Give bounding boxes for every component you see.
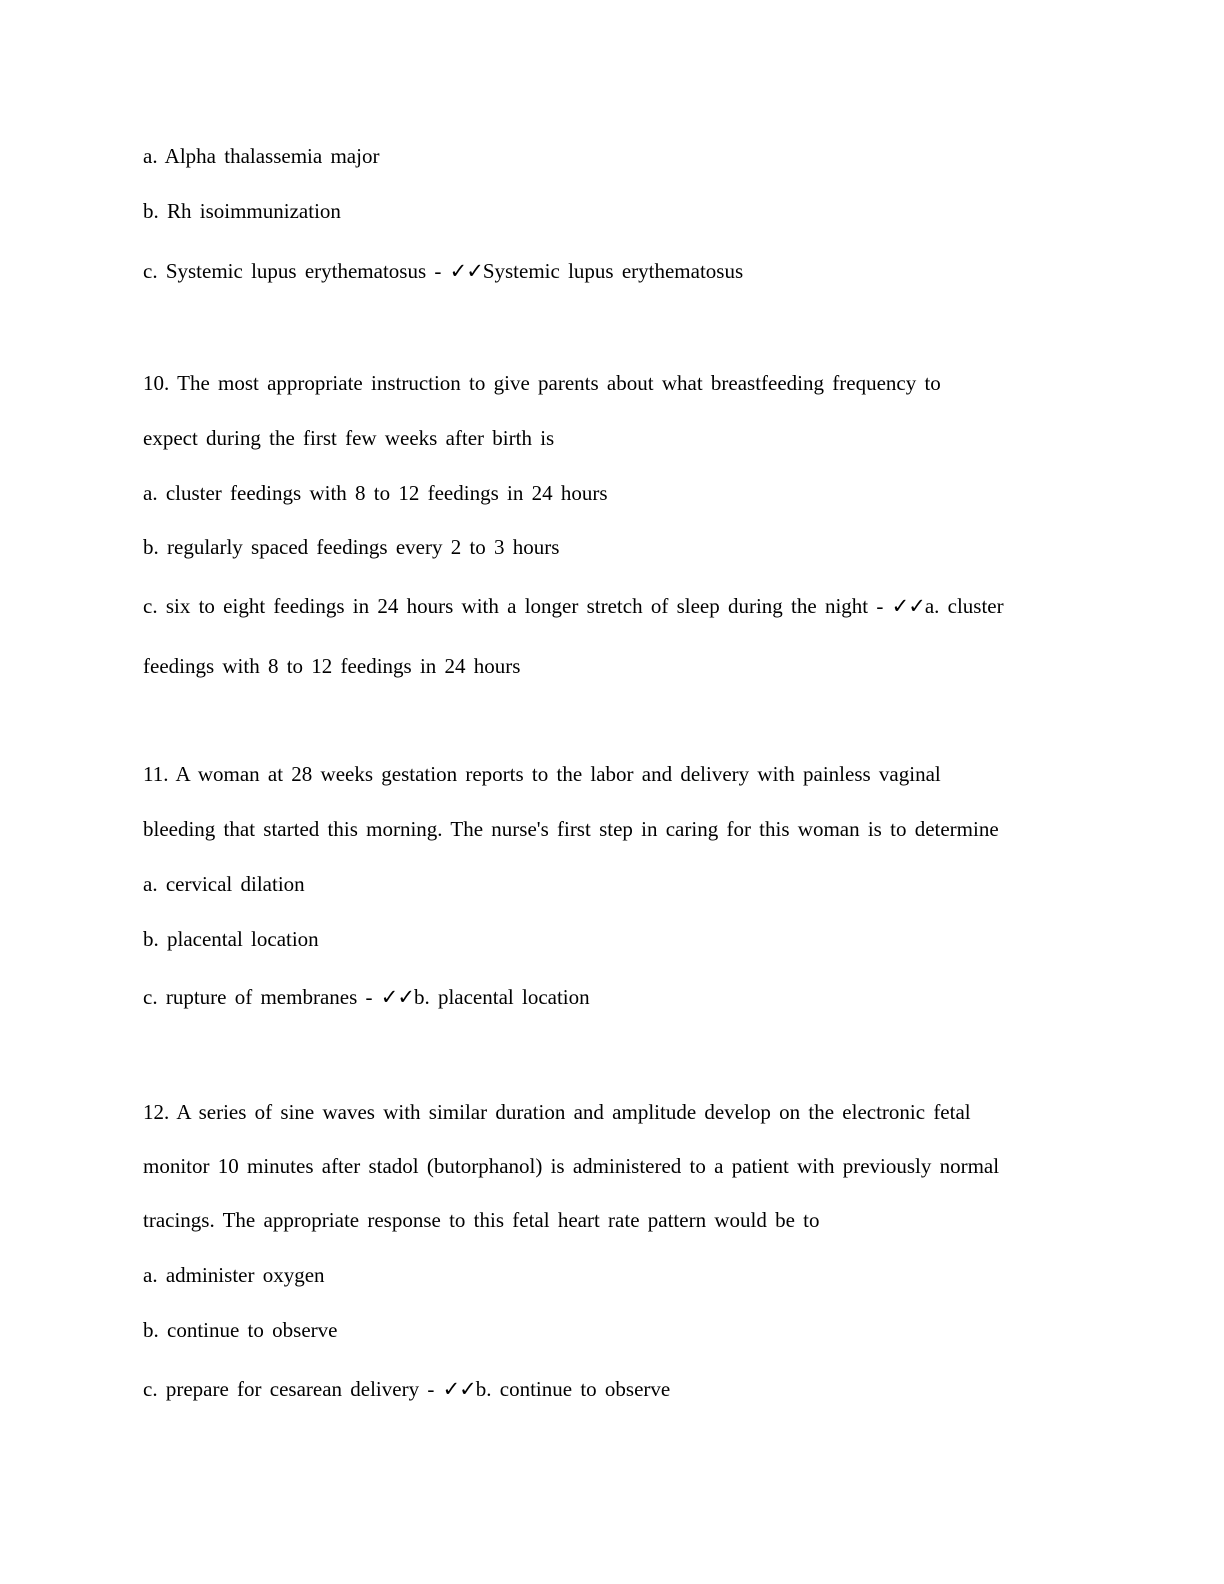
- double-check-icon: ✓✓: [449, 259, 483, 283]
- q9-option-c: [143, 258, 743, 284]
- q12-option-c: [143, 1376, 670, 1402]
- q10-question-line2: expect during the first few weeks after birth is: [143, 426, 555, 450]
- q9-option-a: a. Alpha thalassemia major: [143, 144, 380, 168]
- q12-answer: b. continue to observe: [475, 1377, 671, 1401]
- q11-option-c-text: c. rupture of membranes -: [143, 985, 373, 1009]
- q11-answer: b. placental location: [413, 985, 590, 1009]
- q11-option-b: b. placental location: [143, 927, 319, 951]
- q12-option-b: b. continue to observe: [143, 1318, 338, 1342]
- q10-option-a: a. cluster feedings with 8 to 12 feedings in 24 hours: [143, 481, 608, 505]
- q12-option-a: a. administer oxygen: [143, 1263, 325, 1287]
- q9-option-c-text: c. Systemic lupus erythematosus -: [143, 259, 442, 283]
- q11-option-a: a. cervical dilation: [143, 872, 305, 896]
- q12-question-line2: monitor 10 minutes after stadol (butorphanol) is administered to a patient with previously normal: [143, 1154, 1000, 1178]
- q9-answer: Systemic lupus erythematosus: [482, 259, 744, 283]
- double-check-icon: ✓✓: [442, 1377, 476, 1401]
- q10-option-c-text: c. six to eight feedings in 24 hours with a longer stretch of sleep during the night -: [143, 594, 884, 618]
- q9-option-b: b. Rh isoimmunization: [143, 199, 341, 223]
- q10-answer-line1: a. cluster: [924, 594, 1004, 618]
- q12-question-line3: tracings. The appropriate response to this fetal heart rate pattern would be to: [143, 1208, 820, 1232]
- q11-question-line2: bleeding that started this morning. The nurse's first step in caring for this woman is to determine: [143, 817, 999, 841]
- q10-answer-line2: feedings with 8 to 12 feedings in 24 hours: [143, 654, 521, 678]
- q10-option-c: [143, 593, 1004, 619]
- q11-option-c: [143, 984, 590, 1010]
- q10-option-b: b. regularly spaced feedings every 2 to 3 hours: [143, 535, 560, 559]
- q12-option-c-text: c. prepare for cesarean delivery -: [143, 1377, 435, 1401]
- q10-question-line1: 10. The most appropriate instruction to give parents about what breastfeeding frequency to: [143, 371, 941, 395]
- q11-question-line1: 11. A woman at 28 weeks gestation reports to the labor and delivery with painless vaginal: [143, 762, 941, 786]
- double-check-icon: ✓✓: [891, 594, 925, 618]
- q12-question-line1: 12. A series of sine waves with similar duration and amplitude develop on the electronic fetal: [143, 1100, 971, 1124]
- double-check-icon: ✓✓: [380, 985, 414, 1009]
